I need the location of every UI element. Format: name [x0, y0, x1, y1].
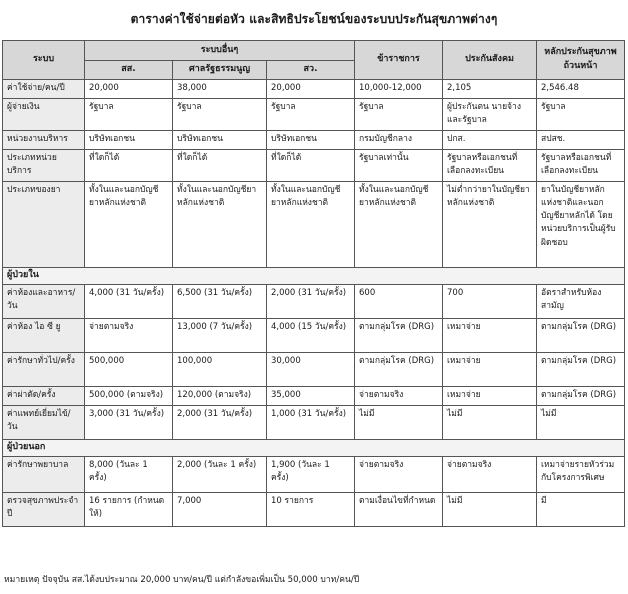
table-cell: 13,000 (7 วัน/ครั้ง): [173, 318, 267, 352]
table-cell: รัฐบาลหรือเอกชนที่เลือกลงทะเบียน: [537, 149, 625, 181]
table-cell: รัฐบาล: [537, 98, 625, 130]
table-cell: ไม่มี: [355, 405, 443, 439]
table-row: [3, 181, 625, 267]
table-cell: 8,000 (วันละ 1 ครั้ง): [85, 456, 173, 492]
table-cell: มี: [537, 492, 625, 526]
table-cell: ตามเงื่อนไขที่กำหนด: [355, 492, 443, 526]
table-cell: เหมาจ่าย: [443, 386, 537, 405]
table-cell: 1,000 (31 วัน/ครั้ง): [267, 405, 355, 439]
comparison-table: [2, 40, 625, 527]
section-heading-inpatient: ผู้ป่วยใน: [3, 267, 625, 284]
table-cell: 35,000: [267, 386, 355, 405]
table-cell: 16 รายการ (กำหนดให้): [85, 492, 173, 526]
table-cell: 2,000 (วันละ 1 ครั้ง): [173, 456, 267, 492]
table-cell: ทั้งในและนอกบัญชียาหลักแห่งชาติ: [355, 181, 443, 267]
header-mp: สส.: [85, 61, 173, 80]
table-cell: ไม่ต่ำกว่ายาในบัญชียาหลักแห่งชาติ: [443, 181, 537, 267]
table-cell: รัฐบาลหรือเอกชนที่เลือกลงทะเบียน: [443, 149, 537, 181]
table-cell: 3,000 (31 วัน/ครั้ง): [85, 405, 173, 439]
table-row: [3, 492, 625, 526]
table-cell: เหมาจ่าย: [443, 318, 537, 352]
table-cell: 2,546.48: [537, 79, 625, 98]
table-cell: 120,000 (ตามจริง): [173, 386, 267, 405]
table-cell: จ่ายตามจริง: [355, 456, 443, 492]
table-cell: 4,000 (15 วัน/ครั้ง): [267, 318, 355, 352]
table-cell: ตามกลุ่มโรค (DRG): [355, 318, 443, 352]
section-heading-outpatient: ผู้ป่วยนอก: [3, 439, 625, 456]
row-label: ผู้จ่ายเงิน: [3, 98, 85, 130]
header-civil-servant: ข้าราชการ: [355, 41, 443, 80]
table-header: [3, 41, 625, 80]
header-system: ระบบ: [3, 41, 85, 80]
table-row: [3, 130, 625, 149]
section-row-inpatient: [3, 267, 625, 284]
row-label: ค่าห้องและอาหาร/วัน: [3, 284, 85, 318]
table-cell: 30,000: [267, 352, 355, 386]
table-cell: 38,000: [173, 79, 267, 98]
table-cell: บริษัทเอกชน: [173, 130, 267, 149]
table-cell: ทั้งในและนอกบัญชียาหลักแห่งชาติ: [173, 181, 267, 267]
table-row: [3, 386, 625, 405]
table-row: [3, 405, 625, 439]
table-cell: ตามกลุ่มโรค (DRG): [355, 352, 443, 386]
table-cell: รัฐบาลเท่านั้น: [355, 149, 443, 181]
table-cell: ที่ใดก็ได้: [173, 149, 267, 181]
table-cell: 2,000 (31 วัน/ครั้ง): [173, 405, 267, 439]
table-cell: รัฐบาล: [85, 98, 173, 130]
row-label: ประเภทของยา: [3, 181, 85, 267]
table-cell: บริษัทเอกชน: [267, 130, 355, 149]
table-cell: 20,000: [85, 79, 173, 98]
table-cell: สปสช.: [537, 130, 625, 149]
table-cell: อัตราสำหรับห้องสามัญ: [537, 284, 625, 318]
table-cell: จ่ายตามจริง: [443, 456, 537, 492]
table-row: [3, 149, 625, 181]
header-universal-coverage: หลักประกันสุขภาพถ้วนหน้า: [537, 41, 625, 80]
table-cell: ตามกลุ่มโรค (DRG): [537, 352, 625, 386]
table-row: [3, 79, 625, 98]
table-cell: ที่ใดก็ได้: [267, 149, 355, 181]
row-label: ค่ารักษาพยาบาล: [3, 456, 85, 492]
table-cell: 500,000: [85, 352, 173, 386]
table-cell: 10,000-12,000: [355, 79, 443, 98]
row-label: ค่าแพทย์เยี่ยมไข้/วัน: [3, 405, 85, 439]
table-cell: รัฐบาล: [355, 98, 443, 130]
table-cell: บริษัทเอกชน: [85, 130, 173, 149]
table-cell: จ่ายตามจริง: [85, 318, 173, 352]
table-cell: ยาในบัญชียาหลักแห่งชาติและนอกบัญชียาหลักได้ โดยหน่วยบริการเป็นผู้รับผิดชอบ: [537, 181, 625, 267]
row-label: ค่าใช้จ่าย/คน/ปี: [3, 79, 85, 98]
table-cell: ปกส.: [443, 130, 537, 149]
footnote: หมายเหตุ ปัจจุบัน สส.ได้งบประมาณ 20,000 บาท/คน/ปี แต่กำลังขอเพิ่มเป็น 50,000 บาท/คน/ปี: [4, 575, 360, 585]
table-cell: 2,000 (31 วัน/ครั้ง): [267, 284, 355, 318]
row-label: ค่าผ่าตัด/ครั้ง: [3, 386, 85, 405]
table-cell: ทั้งในและนอกบัญชียาหลักแห่งชาติ: [267, 181, 355, 267]
row-label: ค่าห้อง ไอ ซี ยู: [3, 318, 85, 352]
table-cell: 10 รายการ: [267, 492, 355, 526]
header-other-systems: ระบบอื่นๆ: [85, 41, 355, 61]
table-cell: ผู้ประกันตน นายจ้าง และรัฐบาล: [443, 98, 537, 130]
table-cell: 1,900 (วันละ 1 ครั้ง): [267, 456, 355, 492]
header-social-security: ประกันสังคม: [443, 41, 537, 80]
table-cell: 700: [443, 284, 537, 318]
row-label: หน่วยงานบริหาร: [3, 130, 85, 149]
table-cell: 600: [355, 284, 443, 318]
table-row: [3, 98, 625, 130]
table-row: [3, 352, 625, 386]
header-constitutional-court: ศาลรัฐธรรมนูญ: [173, 61, 267, 80]
table-cell: 20,000: [267, 79, 355, 98]
table-cell: จ่ายตามจริง: [355, 386, 443, 405]
row-label: ประเภทหน่วยบริการ: [3, 149, 85, 181]
table-cell: 6,500 (31 วัน/ครั้ง): [173, 284, 267, 318]
header-senator: สว.: [267, 61, 355, 80]
table-cell: 4,000 (31 วัน/ครั้ง): [85, 284, 173, 318]
table-cell: เหมาจ่าย: [443, 352, 537, 386]
table-cell: ตามกลุ่มโรค (DRG): [537, 318, 625, 352]
table-cell: 500,000 (ตามจริง): [85, 386, 173, 405]
table-row: [3, 456, 625, 492]
table-cell: ไม่มี: [537, 405, 625, 439]
table-cell: ไม่มี: [443, 405, 537, 439]
table-cell: ไม่มี: [443, 492, 537, 526]
table-row: [3, 284, 625, 318]
table-cell: เหมาจ่ายรายหัวร่วมกับโครงการพิเศษ: [537, 456, 625, 492]
table-cell: 7,000: [173, 492, 267, 526]
table-cell: รัฐบาล: [267, 98, 355, 130]
row-label: ตรวจสุขภาพประจำปี: [3, 492, 85, 526]
table-row: [3, 318, 625, 352]
table-cell: ตามกลุ่มโรค (DRG): [537, 386, 625, 405]
table-cell: 2,105: [443, 79, 537, 98]
table-cell: รัฐบาล: [173, 98, 267, 130]
table-cell: ทั้งในและนอกบัญชียาหลักแห่งชาติ: [85, 181, 173, 267]
table-cell: 100,000: [173, 352, 267, 386]
table-cell: กรมบัญชีกลาง: [355, 130, 443, 149]
document-title: ตารางค่าใช้จ่ายต่อหัว และสิทธิประโยชน์ของระบบประกันสุขภาพต่างๆ: [130, 12, 498, 26]
section-row-outpatient: [3, 439, 625, 456]
row-label: ค่ารักษาทั่วไป/ครั้ง: [3, 352, 85, 386]
table-cell: ที่ใดก็ได้: [85, 149, 173, 181]
